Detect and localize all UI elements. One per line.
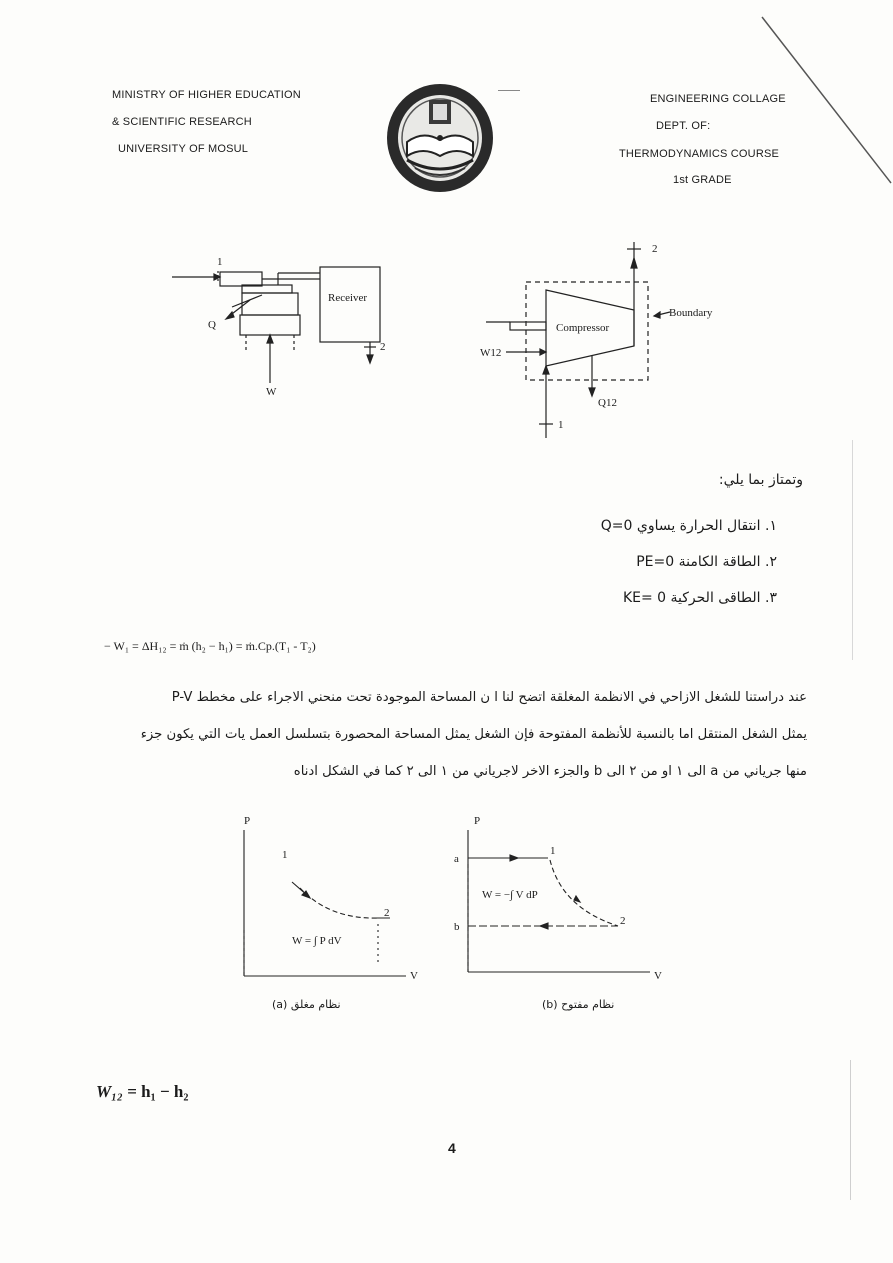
pv-b-point-b: b — [454, 921, 460, 933]
pv-b-point-1: 1 — [550, 845, 556, 857]
university-seal-icon — [385, 82, 495, 194]
pv-b-point-a: a — [454, 853, 459, 865]
pv-a-formula: W = ∫ P dV — [292, 935, 342, 947]
work-enthalpy-equation: − W₁ = ΔH₁₂ = ṁ (h₂ − h₁) = ṁ.Cp.(T₁ - T₂) — [104, 639, 316, 653]
page-number: 4 — [448, 1140, 456, 1156]
header-grade: 1st GRADE — [673, 174, 732, 186]
pv-a-point-1: 1 — [282, 849, 288, 861]
pv-diagram-open — [450, 812, 670, 992]
pv-b-caption: (b) نظام مفتوح — [542, 998, 615, 1011]
pv-b-formula: W = −∫ V dP — [482, 889, 538, 901]
receiver-diagram — [170, 255, 400, 405]
final-equation-lhs: W₁₂ — [96, 1082, 123, 1101]
header-dept: DEPT. OF: — [656, 120, 711, 132]
header-research: & SCIENTIFIC RESEARCH — [112, 116, 252, 128]
receiver-outlet-label: 2 — [380, 341, 386, 353]
pv-a-axis-p: P — [244, 815, 251, 827]
scan-edge-mark — [852, 440, 853, 660]
scan-mark — [498, 90, 520, 91]
feature-item-potential: ٢. الطاقة الكامنة PE=0 — [636, 554, 777, 570]
features-intro: وتمتاز بما يلي: — [718, 472, 803, 488]
compressor-work-label: W12 — [480, 347, 502, 359]
header-course: THERMODYNAMICS COURSE — [619, 148, 780, 160]
final-equation — [96, 1082, 188, 1102]
compressor-box-label: Compressor — [556, 322, 610, 334]
pv-a-caption: (a) نظام مغلق — [272, 998, 341, 1011]
paragraph-line-1: عند دراستنا للشغل الازاحي في الانظمة المغلقة اتضح لنا ا ن المساحة الموجودة تحت منحني الاجراء على مخطط P-V — [171, 690, 807, 705]
compressor-boundary-label: Boundary — [669, 307, 713, 319]
pv-b-axis-v: V — [654, 970, 662, 982]
receiver-box-label: Receiver — [328, 292, 368, 304]
paragraph-line-3: منها جرياني من a الى ١ او من ٢ الى b والجزء الاخر لاجرياني من ١ الى ٢ كما في الشكل ادناه — [293, 764, 807, 779]
pv-diagram-closed — [230, 812, 430, 992]
scan-edge-mark-lower — [850, 1060, 851, 1200]
scan-artifact-line — [760, 15, 893, 185]
compressor-inlet-label: 1 — [558, 419, 564, 431]
pv-a-point-2: 2 — [384, 907, 390, 919]
pv-b-point-2: 2 — [620, 915, 626, 927]
header-college: ENGINEERING COLLAGE — [650, 93, 786, 105]
final-equation-rhs: = h₁ − h₂ — [127, 1082, 189, 1101]
receiver-work-label: W — [266, 386, 277, 398]
header-university: UNIVERSITY OF MOSUL — [118, 143, 249, 155]
receiver-heat-label: Q — [208, 319, 216, 331]
feature-item-heat: ١. انتقال الحرارة يساوي Q=0 — [600, 518, 777, 534]
compressor-outlet-label: 2 — [652, 243, 658, 255]
paragraph-line-2: يمثل الشغل المنتقل اما بالنسبة للأنظمة المفتوحة فإن الشغل يمثل المساحة المحصورة بتسلسل العمل يات التي يكون جزء — [140, 727, 807, 742]
compressor-heat-label: Q12 — [598, 397, 617, 409]
header-ministry: MINISTRY OF HIGHER EDUCATION — [112, 89, 301, 101]
pv-b-axis-p: P — [474, 815, 481, 827]
feature-item-kinetic: ٣. الطاقى الحركية KE= 0 — [622, 590, 777, 606]
receiver-inlet-label: 1 — [217, 256, 223, 268]
pv-a-axis-v: V — [410, 970, 418, 982]
compressor-diagram — [470, 238, 740, 438]
